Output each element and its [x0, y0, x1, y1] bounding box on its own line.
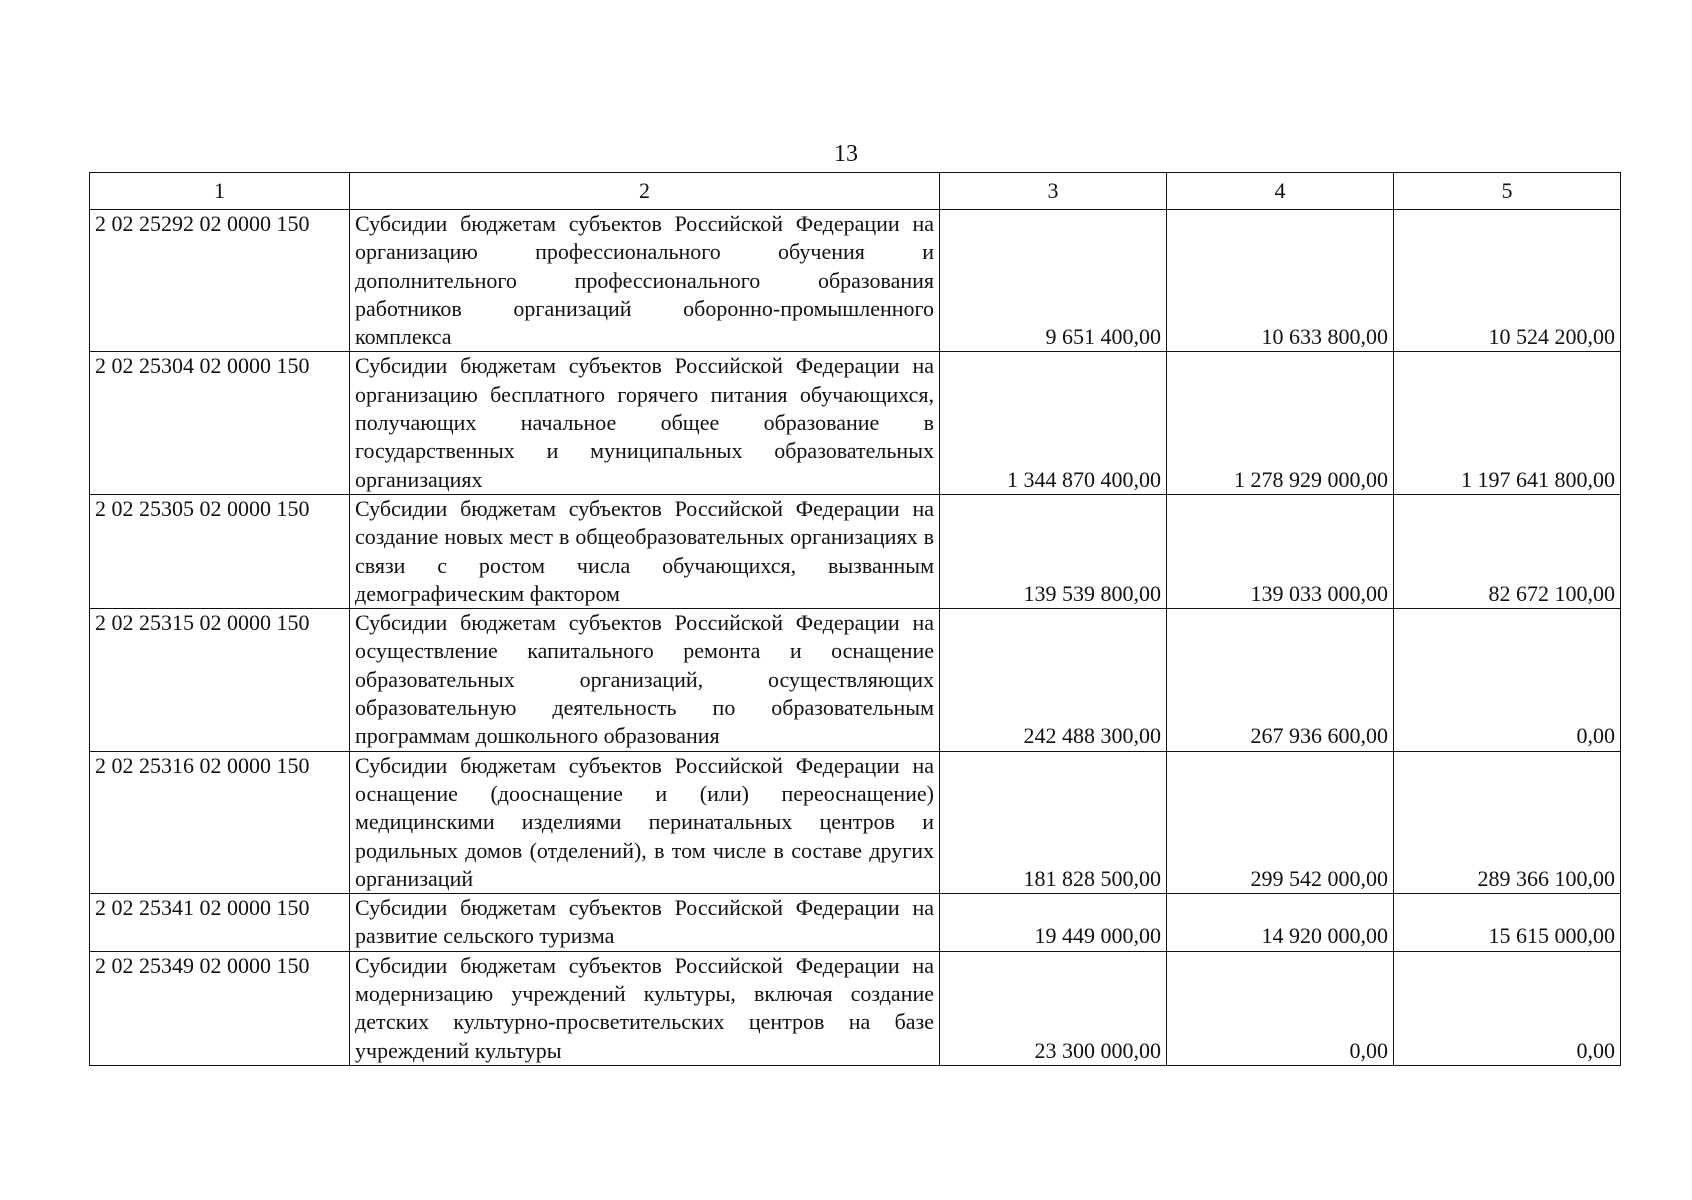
amount-col3: 19 449 000,00	[940, 894, 1167, 952]
amount-col5: 289 366 100,00	[1394, 751, 1621, 893]
table-row	[90, 352, 1621, 494]
amount-col3: 1 344 870 400,00	[940, 352, 1167, 494]
budget-code: 2 02 25315 02 0000 150	[90, 609, 350, 751]
table-row	[90, 951, 1621, 1065]
amount-col5: 15 615 000,00	[1394, 894, 1621, 952]
budget-code: 2 02 25341 02 0000 150	[90, 894, 350, 952]
amount-col3: 242 488 300,00	[940, 609, 1167, 751]
budget-code: 2 02 25292 02 0000 150	[90, 210, 350, 352]
header-row	[90, 173, 1621, 210]
table-row	[90, 894, 1621, 952]
row-description: Субсидии бюджетам субъектов Российской Федерации на организацию бесплатного горячего питания обучающихся, получающих начальное общее образование в государственных и муниципальных образовательных организациях	[350, 352, 940, 494]
table-row	[90, 210, 1621, 352]
row-description: Субсидии бюджетам субъектов Российской Федерации на модернизацию учреждений культуры, включая создание детских культурно-просветительских центров на базе учреждений культуры	[350, 951, 940, 1065]
amount-col3: 181 828 500,00	[940, 751, 1167, 893]
amount-col5: 82 672 100,00	[1394, 494, 1621, 608]
row-description: Субсидии бюджетам субъектов Российской Федерации на осуществление капитального ремонта и оснащение образовательных организаций, осуществляющих образовательную деятельность по образовательным программам дошкольного образования	[350, 609, 940, 751]
table-row	[90, 609, 1621, 751]
page-number: 13	[834, 141, 858, 167]
column-header-2: 2	[350, 173, 940, 210]
budget-code: 2 02 25349 02 0000 150	[90, 951, 350, 1065]
amount-col4: 299 542 000,00	[1167, 751, 1394, 893]
budget-table	[89, 172, 1621, 1066]
amount-col4: 10 633 800,00	[1167, 210, 1394, 352]
amount-col5: 10 524 200,00	[1394, 210, 1621, 352]
budget-code: 2 02 25316 02 0000 150	[90, 751, 350, 893]
budget-code: 2 02 25305 02 0000 150	[90, 494, 350, 608]
column-header-5: 5	[1394, 173, 1621, 210]
amount-col4: 0,00	[1167, 951, 1394, 1065]
table-header	[90, 173, 1621, 210]
table-row	[90, 751, 1621, 893]
table-row	[90, 494, 1621, 608]
row-description: Субсидии бюджетам субъектов Российской Федерации на организацию профессионального обучения и дополнительного профессионального образования работников организаций оборонно-промышленного комплекса	[350, 210, 940, 352]
row-description: Субсидии бюджетам субъектов Российской Федерации на развитие сельского туризма	[350, 894, 940, 952]
amount-col3: 139 539 800,00	[940, 494, 1167, 608]
row-description: Субсидии бюджетам субъектов Российской Федерации на создание новых мест в общеобразовательных организациях в связи с ростом числа обучающихся, вызванным демографическим фактором	[350, 494, 940, 608]
table-body	[90, 210, 1621, 1066]
column-header-1: 1	[90, 173, 350, 210]
column-header-4: 4	[1167, 173, 1394, 210]
row-description: Субсидии бюджетам субъектов Российской Федерации на оснащение (дооснащение и (или) переоснащение) медицинскими изделиями перинатальных центров и родильных домов (отделений), в том числе в составе других организаций	[350, 751, 940, 893]
amount-col3: 9 651 400,00	[940, 210, 1167, 352]
amount-col4: 14 920 000,00	[1167, 894, 1394, 952]
amount-col5: 0,00	[1394, 609, 1621, 751]
amount-col5: 0,00	[1394, 951, 1621, 1065]
budget-code: 2 02 25304 02 0000 150	[90, 352, 350, 494]
amount-col5: 1 197 641 800,00	[1394, 352, 1621, 494]
amount-col4: 139 033 000,00	[1167, 494, 1394, 608]
amount-col4: 1 278 929 000,00	[1167, 352, 1394, 494]
column-header-3: 3	[940, 173, 1167, 210]
amount-col4: 267 936 600,00	[1167, 609, 1394, 751]
amount-col3: 23 300 000,00	[940, 951, 1167, 1065]
